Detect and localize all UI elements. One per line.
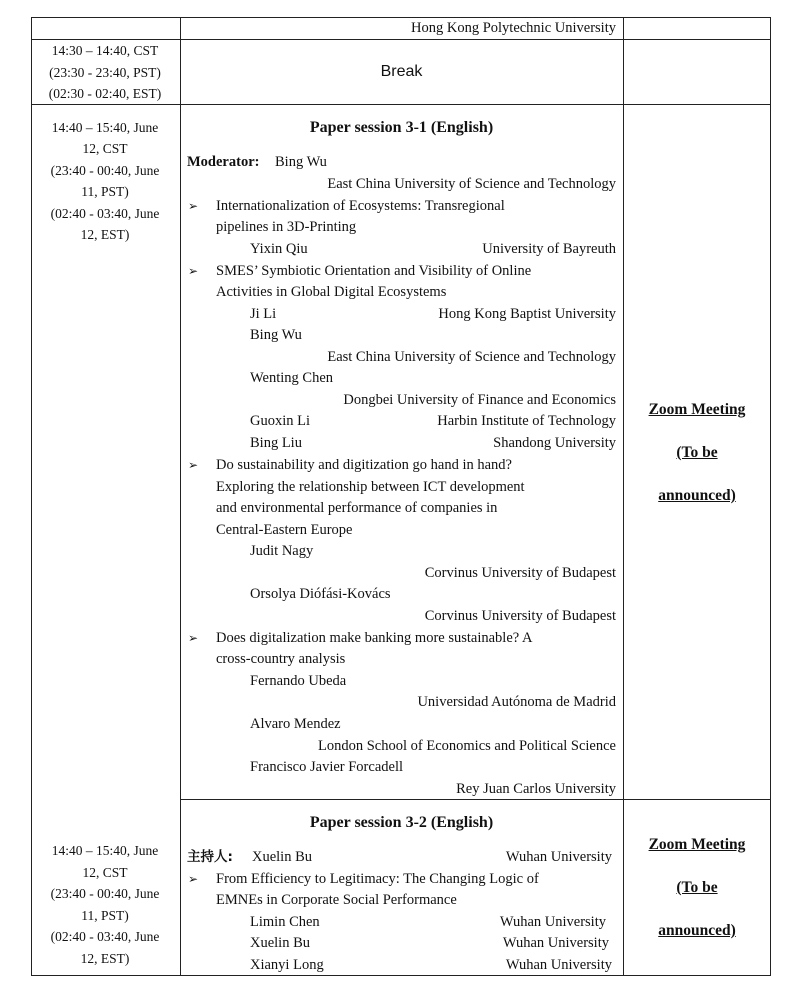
session1-time-1: 14:40 – 15:40, June xyxy=(51,120,159,135)
session2-time-6: 12, EST) xyxy=(80,951,130,966)
author-name: Wenting Chen xyxy=(250,370,333,386)
session2-time-1: 14:40 – 15:40, June xyxy=(51,843,159,858)
session1-time-3: (23:40 - 00:40, June xyxy=(50,163,160,178)
session1-moderator-affil: East China University of Science and Technology xyxy=(327,176,616,192)
author-name: Bing Liu xyxy=(250,435,302,451)
bullet-icon: ➢ xyxy=(188,631,199,645)
author-affil: Shandong University xyxy=(493,435,616,451)
session1-title: Paper session 3-1 (English) xyxy=(309,119,494,136)
session2-zoom-link-3[interactable]: announced) xyxy=(658,922,736,939)
session1-time-5: (02:40 - 03:40, June xyxy=(50,206,160,221)
author-name: Judit Nagy xyxy=(250,543,314,559)
author-affil: Wuhan University xyxy=(499,914,606,930)
paper3-title-2: Exploring the relationship between ICT development xyxy=(216,479,525,495)
bullet-icon: ➢ xyxy=(188,264,199,278)
author-name: Ji Li xyxy=(250,306,277,322)
author-name: Limin Chen xyxy=(250,914,320,930)
table-border-right xyxy=(770,17,771,976)
session2-moderator-affil: Wuhan University xyxy=(505,849,612,865)
break-time-2: (23:30 - 23:40, PST) xyxy=(49,65,161,80)
session1-time-4: 11, PST) xyxy=(81,184,129,199)
author-affil: Wuhan University xyxy=(505,957,612,973)
author-affil: Dongbei University of Finance and Economics xyxy=(343,392,616,408)
paper2-title-1: SMES’ Symbiotic Orientation and Visibility of Online xyxy=(216,263,532,279)
paper3-title-3: and environmental performance of companies in xyxy=(216,500,498,516)
session1-time-6: 12, EST) xyxy=(80,227,130,242)
session1-zoom-link-2[interactable]: (To be xyxy=(676,444,718,461)
session2-time-5: (02:40 - 03:40, June xyxy=(50,929,160,944)
session1-time-2: 12, CST xyxy=(82,141,128,156)
author-name: Xianyi Long xyxy=(250,957,324,973)
session2-title: Paper session 3-2 (English) xyxy=(309,814,494,831)
paper2-title-2: Activities in Global Digital Ecosystems xyxy=(216,284,447,300)
author-affil: Hong Kong Baptist University xyxy=(438,306,616,322)
session2-paper-title-1: From Efficiency to Legitimacy: The Changing Logic of xyxy=(216,871,539,887)
author-name: Yixin Qiu xyxy=(250,241,308,257)
session1-moderator-name: Bing Wu xyxy=(275,154,327,170)
session2-time-3: (23:40 - 00:40, June xyxy=(50,886,160,901)
session2-zoom-link-2[interactable]: (To be xyxy=(676,879,718,896)
bullet-icon: ➢ xyxy=(188,872,199,886)
author-affil: Universidad Autónoma de Madrid xyxy=(417,694,616,710)
bullet-icon: ➢ xyxy=(188,199,199,213)
session1-zoom-link-3[interactable]: announced) xyxy=(658,487,736,504)
author-affil: Wuhan University xyxy=(502,935,609,951)
paper3-title-1: Do sustainability and digitization go hand in hand? xyxy=(216,457,512,473)
session2-zoom-link-1[interactable]: Zoom Meeting xyxy=(648,836,746,853)
paper1-title-2: pipelines in 3D-Printing xyxy=(216,219,357,235)
break-time-3: (02:30 - 02:40, EST) xyxy=(48,86,162,101)
author-name: Fernando Ubeda xyxy=(250,673,347,689)
session2-paper-title-2: EMNEs in Corporate Social Performance xyxy=(216,892,457,908)
affiliation-text: Hong Kong Polytechnic University xyxy=(411,20,616,36)
bullet-icon: ➢ xyxy=(188,458,199,472)
paper4-title-2: cross-country analysis xyxy=(216,651,346,667)
author-name: Orsolya Diófási-Kovács xyxy=(250,586,391,602)
session2-moderator-name: Xuelin Bu xyxy=(252,849,313,865)
author-name: Bing Wu xyxy=(250,327,302,343)
author-affil: London School of Economics and Political Science xyxy=(318,738,616,754)
session2-time-2: 12, CST xyxy=(82,865,128,880)
author-affil: Rey Juan Carlos University xyxy=(456,781,616,797)
author-affil: Corvinus University of Budapest xyxy=(424,565,616,581)
paper4-title-1: Does digitalization make banking more sustainable? A xyxy=(216,630,533,646)
author-affil: East China University of Science and Technology xyxy=(327,349,616,365)
paper1-title-1: Internationalization of Ecosystems: Transregional xyxy=(216,198,505,214)
author-name: Alvaro Mendez xyxy=(250,716,341,732)
author-name: Guoxin Li xyxy=(250,413,311,429)
session2-moderator-label: 主持人: xyxy=(187,849,233,865)
author-affil: Harbin Institute of Technology xyxy=(437,413,616,429)
break-time-1: 14:30 – 14:40, CST xyxy=(51,43,159,58)
paper3-title-4: Central-Eastern Europe xyxy=(216,522,353,538)
session2-time-4: 11, PST) xyxy=(81,908,129,923)
author-name: Francisco Javier Forcadell xyxy=(250,759,404,775)
session1-zoom-link-1[interactable]: Zoom Meeting xyxy=(648,401,746,418)
author-affil: University of Bayreuth xyxy=(482,241,616,257)
author-name: Xuelin Bu xyxy=(250,935,311,951)
break-label: Break xyxy=(380,63,423,80)
session1-moderator-label: Moderator: xyxy=(187,154,260,170)
author-affil: Corvinus University of Budapest xyxy=(424,608,616,624)
